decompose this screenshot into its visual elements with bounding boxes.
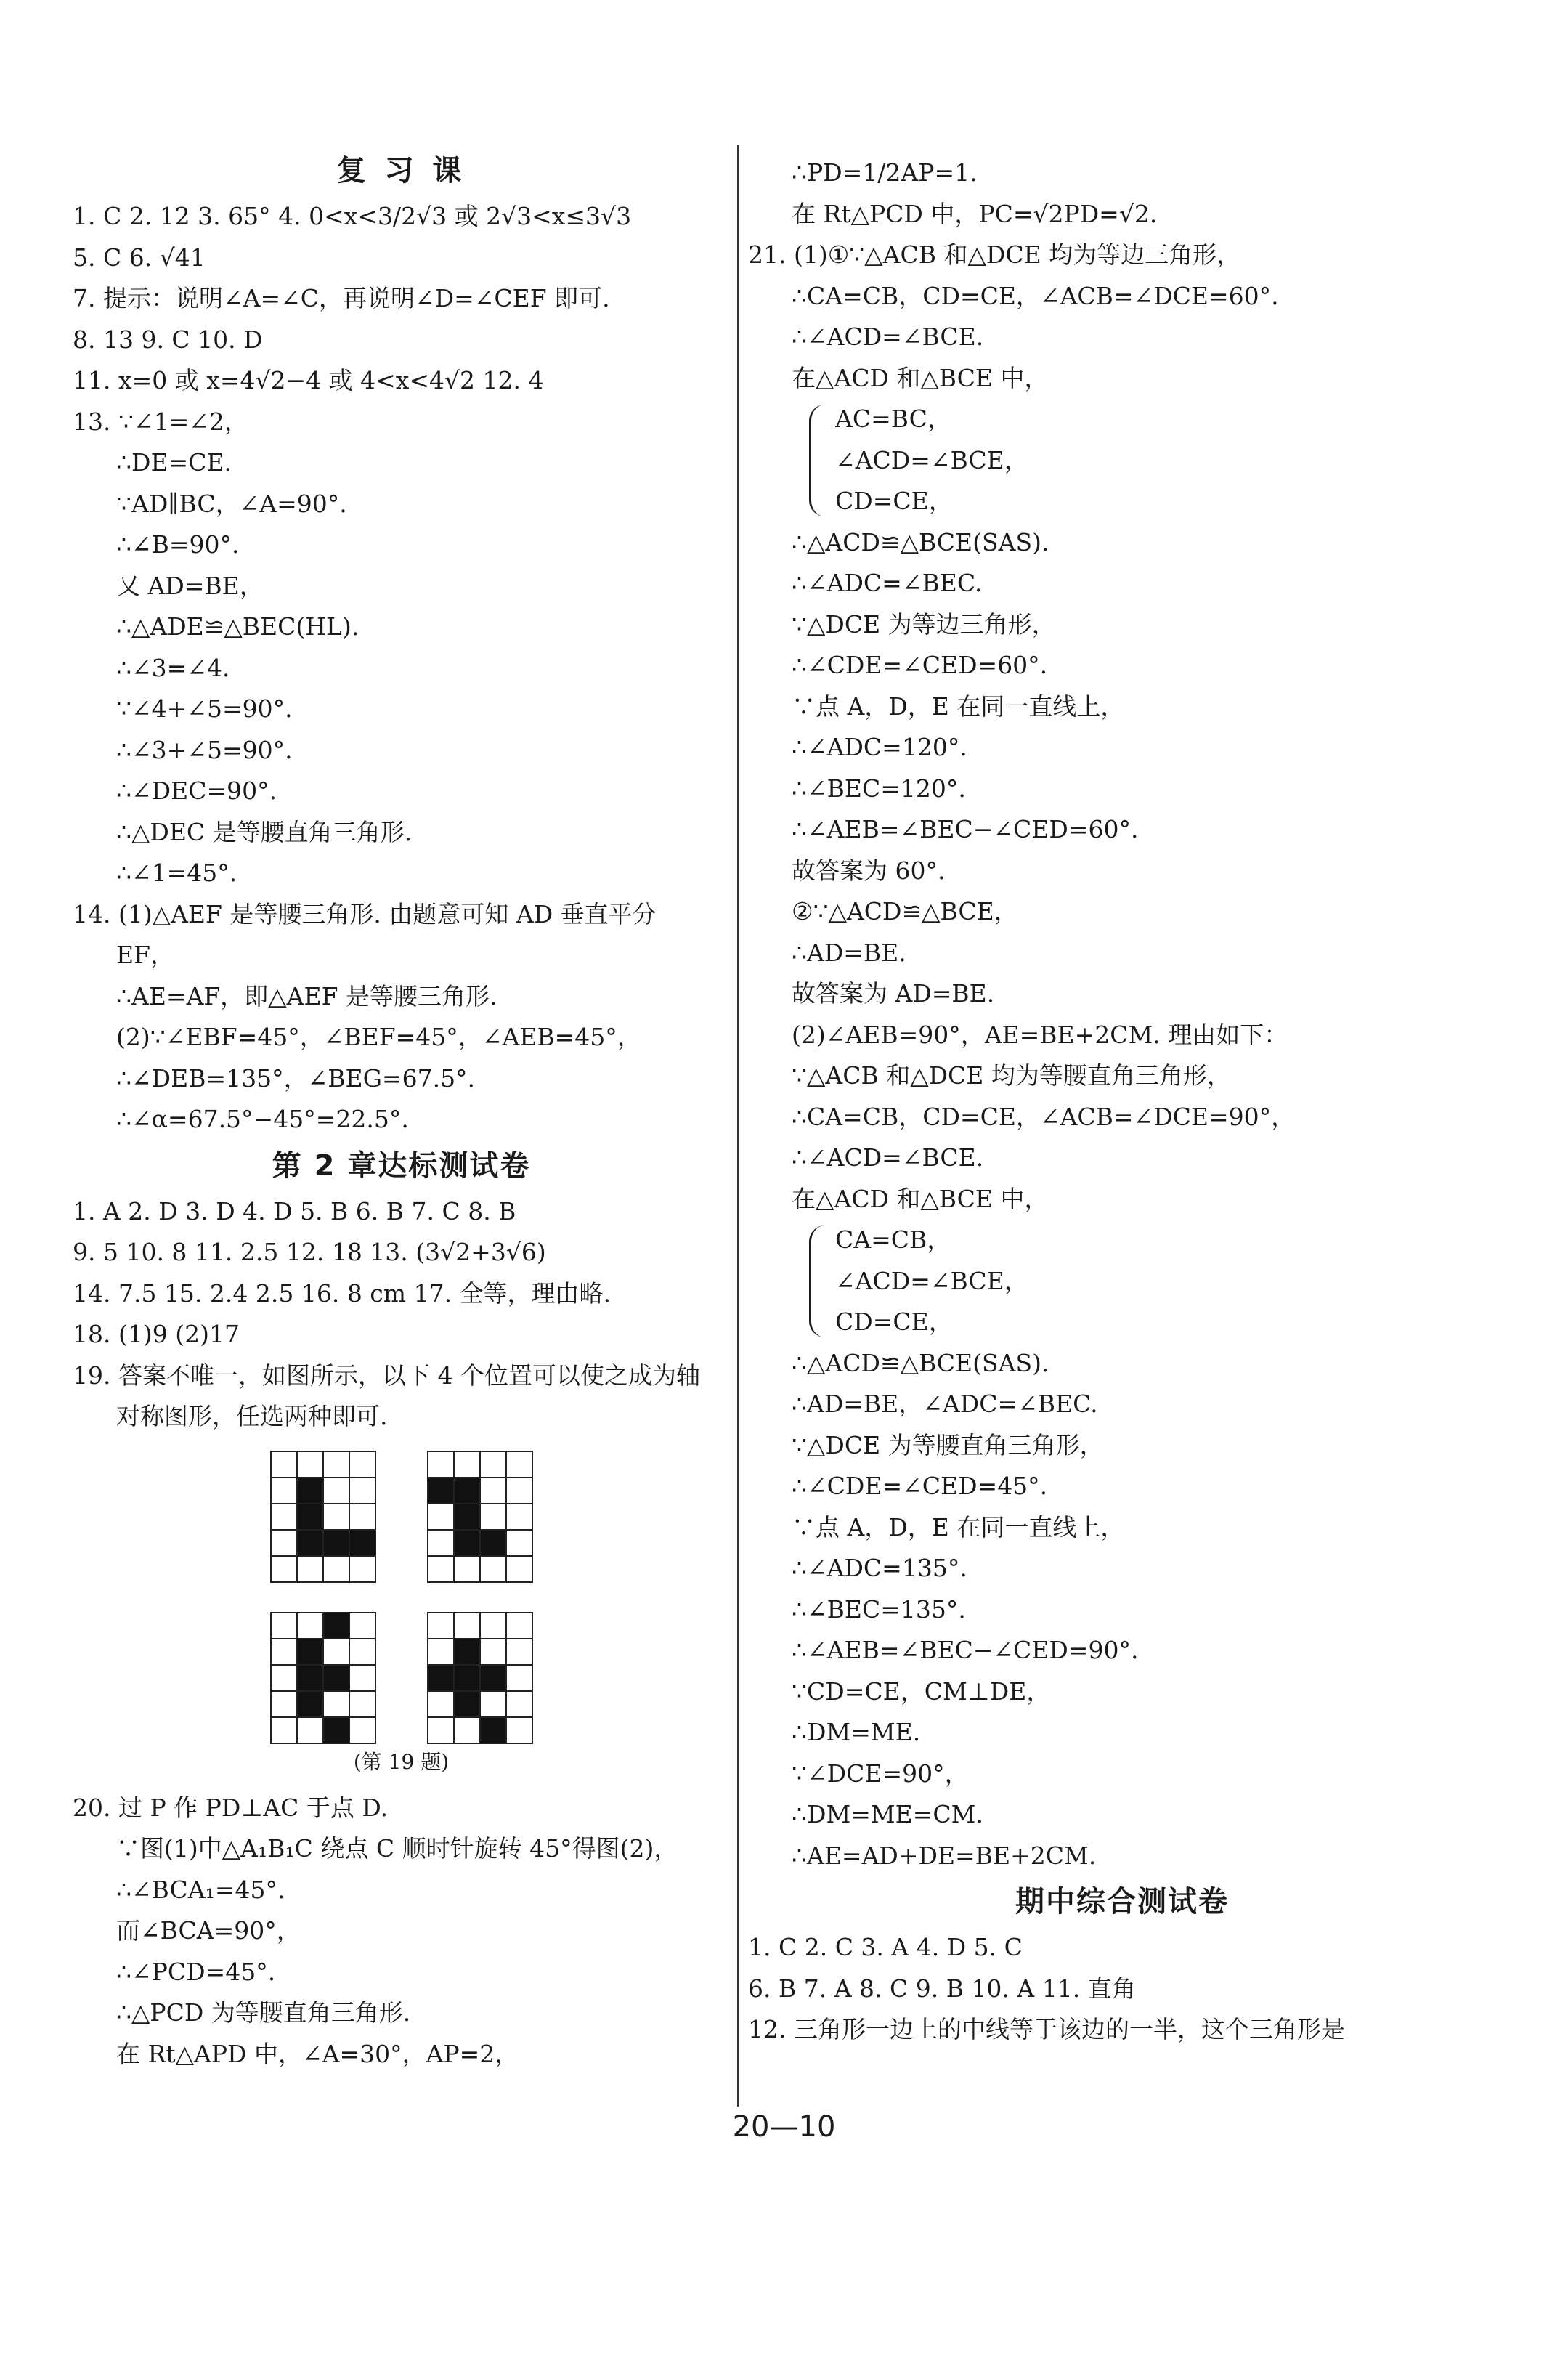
midterm-answers: [748, 1927, 1496, 2051]
solution-line: ∴PD=1/2AP=1.: [792, 158, 978, 187]
solution-line: ∵CD=CE，CM⊥DE，: [792, 1677, 1051, 1706]
solution-line: 故答案为 AD=BE.: [792, 979, 995, 1008]
solution-line: 21. (1)①∵△ACB 和△DCE 均为等边三角形，: [748, 240, 1241, 269]
solution-line: ∴∠ADC=∠BEC.: [792, 569, 983, 597]
condition-line: AC=BC，: [835, 405, 951, 433]
condition-line: CD=CE，: [835, 487, 953, 515]
solution-line: ∴△ACD≌△BCE(SAS).: [792, 527, 1049, 556]
solution-line: ∴AD=BE.: [792, 938, 906, 967]
solution-line: ∴∠DEB=135°，∠BEG=67.5°.: [116, 1063, 476, 1093]
solution-line: ∵△DCE 为等腰直角三角形，: [792, 1430, 1104, 1459]
solution-line: ∴∠AEB=∠BEC−∠CED=90°.: [792, 1636, 1139, 1664]
solution-line: ∵△ACB 和△DCE 均为等腰直角三角形，: [792, 1061, 1231, 1090]
q20-solution: [73, 1788, 730, 2075]
q13-solution: [73, 442, 730, 894]
solution-line: ∴AE=AF，即△AEF 是等腰三角形.: [116, 981, 497, 1010]
solution-line: ∵AD∥BC，∠A=90°.: [116, 489, 347, 518]
solution-line: ∵点 A，D，E 在同一直线上，: [792, 692, 1125, 721]
review-answers: [73, 196, 730, 442]
solution-line: ∴∠ADC=135°.: [792, 1554, 967, 1582]
solution-line: ∴CA=CB，CD=CE，∠ACB=∠DCE=60°.: [792, 281, 1279, 310]
solution-line: ∴∠3=∠4.: [116, 653, 230, 682]
condition-line: ∠ACD=∠BCE，: [835, 445, 1028, 474]
answer-line: 7. 提示：说明∠A=∠C，再说明∠D=∠CEF 即可.: [73, 284, 610, 312]
answer-line: 12. 三角形一边上的中线等于该边的一半，这个三角形是: [748, 2015, 1345, 2043]
condition-brace: [748, 399, 1496, 522]
answer-line: 对称图形，任选两种即可.: [116, 1402, 388, 1430]
answer-line: 6. B 7. A 8. C 9. B 10. A 11. 直角: [748, 1974, 1136, 2003]
symmetry-grid-3: [270, 1612, 376, 1744]
brace-symbol: [809, 1225, 827, 1337]
condition-line: ∠ACD=∠BCE，: [835, 1266, 1028, 1295]
solution-line: ∴∠BEC=135°.: [792, 1594, 966, 1624]
solution-line: EF，: [116, 941, 174, 969]
solution-line: ∴∠CDE=∠CED=45°.: [792, 1472, 1048, 1500]
symmetry-grid-4: [427, 1612, 533, 1744]
solution-line: ∵点 A，D，E 在同一直线上，: [792, 1512, 1125, 1541]
answer-line: 1. A 2. D 3. D 4. D 5. B 6. B 7. C 8. B: [73, 1196, 516, 1225]
answer-line: 14. 7.5 15. 2.4 2.5 16. 8 cm 17. 全等，理由略.: [73, 1278, 612, 1308]
solution-line: ∴△PCD 为等腰直角三角形.: [116, 1998, 411, 2027]
solution-line: 又 AD=BE，: [116, 571, 264, 600]
solution-line: ∴∠1=45°.: [116, 859, 237, 887]
chapter-answers: [73, 1191, 730, 1438]
solution-line: 在 Rt△PCD 中，PC=√2PD=√2.: [792, 199, 1158, 228]
brace-symbol: [809, 405, 827, 516]
column-divider: [737, 145, 739, 2107]
solution-line: 而∠BCA=90°，: [116, 1916, 301, 1945]
answer-line: 1. C 2. C 3. A 4. D 5. C: [748, 1933, 1023, 1961]
condition-line: CA=CB，: [835, 1225, 951, 1254]
solution-line: ∴AE=AD+DE=BE+2CM.: [792, 1841, 1097, 1870]
solution-line: ∴△DEC 是等腰直角三角形.: [116, 817, 413, 846]
solution-line: 在 Rt△APD 中，∠A=30°，AP=2，: [116, 2039, 519, 2068]
q19-figure: [73, 1451, 730, 1788]
condition-line: CD=CE，: [835, 1308, 953, 1336]
answer-line: 11. x=0 或 x=4√2−4 或 4<x<4√2 12. 4: [73, 366, 544, 394]
solution-line: ∴∠ACD=∠BCE.: [792, 1143, 984, 1172]
solution-line: ∴∠BCA₁=45°.: [116, 1875, 285, 1904]
solution-line: ∴∠CDE=∠CED=60°.: [792, 651, 1048, 679]
answer-line: 8. 13 9. C 10. D: [73, 325, 263, 354]
answer-line: 19. 答案不唯一，如图所示，以下 4 个位置可以使之成为轴: [73, 1361, 700, 1390]
q14-solution: [73, 894, 730, 1140]
solution-line: ∴DM=ME.: [792, 1718, 921, 1746]
answer-line: 1. C 2. 12 3. 65° 4. 0<x<3/2√3 或 2√3<x≤3√3: [73, 202, 632, 230]
solution-line: ∴DE=CE.: [116, 448, 232, 477]
solution-line: 故答案为 60°.: [792, 856, 946, 885]
solution-line: ∵∠4+∠5=90°.: [116, 694, 293, 723]
solution-line: ∴∠α=67.5°−45°=22.5°.: [116, 1105, 409, 1133]
left-column: [73, 145, 730, 2075]
solution-line: 在△ACD 和△BCE 中，: [792, 1184, 1049, 1213]
symmetry-grid-1: [270, 1451, 376, 1583]
chapter-test-title: 第 2 章达标测试卷: [272, 1148, 531, 1183]
solution-line: ∴CA=CB，CD=CE，∠ACB=∠DCE=90°，: [792, 1102, 1296, 1131]
solution-line: 20. 过 P 作 PD⊥AC 于点 D.: [73, 1793, 389, 1822]
solution-line: ∴AD=BE，∠ADC=∠BEC.: [792, 1390, 1098, 1418]
solution-line: ∵图(1)中△A₁B₁C 绕点 C 顺时针旋转 45°得图(2)，: [116, 1834, 678, 1863]
solution-line: ∴∠ACD=∠BCE.: [792, 323, 984, 351]
review-title: 复 习 课: [336, 154, 466, 187]
solution-line: (2)∵∠EBF=45°，∠BEF=45°，∠AEB=45°，: [116, 1023, 641, 1051]
solution-line: 在△ACD 和△BCE 中，: [792, 363, 1049, 392]
solution-line: ∴△ACD≌△BCE(SAS).: [792, 1348, 1049, 1377]
solution-line: ∴△ADE≌△BEC(HL).: [116, 612, 359, 641]
answer-line: 9. 5 10. 8 11. 2.5 12. 18 13. (3√2+3√6): [73, 1238, 546, 1266]
solution-line: ∴∠AEB=∠BEC−∠CED=60°.: [792, 815, 1139, 843]
right-column: [748, 145, 1496, 2051]
condition-brace: [748, 1220, 1496, 1343]
answer-line: 18. (1)9 (2)17: [73, 1320, 240, 1348]
answer-line: 5. C 6. √41: [73, 243, 206, 272]
solution-line: (2)∠AEB=90°，AE=BE+2CM. 理由如下：: [792, 1020, 1288, 1049]
solution-line: ∵△DCE 为等边三角形，: [792, 609, 1056, 639]
q21-solution: [748, 235, 1496, 1876]
solution-line: ②∵△ACD≌△BCE，: [792, 897, 1018, 925]
symmetry-grid-2: [427, 1451, 533, 1583]
midterm-test-title: 期中综合测试卷: [1015, 1885, 1229, 1918]
solution-line: ∴∠PCD=45°.: [116, 1957, 276, 1986]
solution-line: ∴∠3+∠5=90°.: [116, 735, 293, 764]
solution-line: ∴∠ADC=120°.: [792, 733, 967, 761]
solution-line: 14. (1)△AEF 是等腰三角形. 由题意可知 AD 垂直平分: [73, 899, 657, 928]
solution-line: ∵∠DCE=90°，: [792, 1759, 969, 1788]
solution-line: ∴∠BEC=120°.: [792, 774, 966, 803]
answer-line: 13. ∵∠1=∠2，: [73, 407, 248, 436]
figure-caption: (第 19 题): [353, 1749, 450, 1774]
solution-line: ∴DM=ME=CM.: [792, 1800, 983, 1828]
solution-line: ∴∠B=90°.: [116, 530, 240, 559]
page-number: 20—10: [732, 2110, 836, 2144]
solution-line: ∴∠DEC=90°.: [116, 777, 277, 805]
